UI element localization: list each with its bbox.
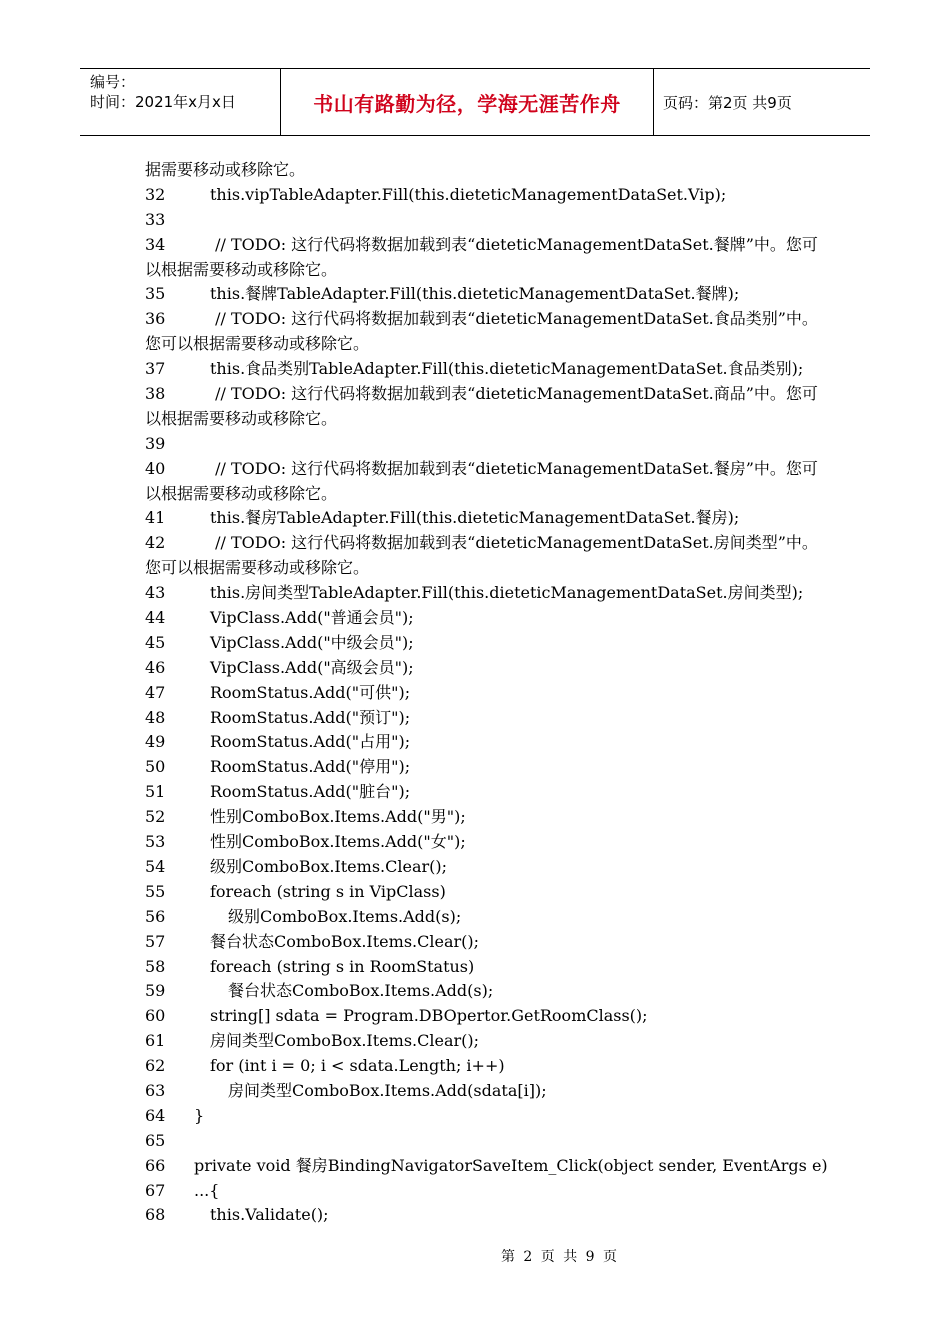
line-text: this.Validate(); — [210, 1205, 329, 1225]
code-line — [145, 407, 825, 432]
code-line — [145, 855, 825, 880]
code-line — [145, 1203, 825, 1228]
line-number: 32 — [145, 184, 166, 204]
code-line — [145, 805, 825, 830]
code-line — [145, 955, 825, 980]
code-line — [145, 432, 825, 457]
code-line — [145, 755, 825, 780]
line-number: 45 — [145, 632, 166, 652]
line-text: // TODO: 这行代码将数据加载到表“dieteticManagementDataSet.房间类型”中。 — [210, 533, 818, 553]
line-text: 您可以根据需要移动或移除它。 — [145, 558, 370, 578]
line-text: } — [194, 1105, 205, 1125]
header-page-label: 页码：第2页 共9页 — [663, 93, 792, 112]
line-text: foreach (string s in RoomStatus) — [210, 956, 475, 976]
line-number: 50 — [145, 757, 166, 777]
page-footer: 第 2 页 共 9 页 — [500, 1249, 620, 1265]
code-line — [145, 1029, 825, 1054]
line-number: 55 — [145, 881, 166, 901]
line-text: VipClass.Add("中级会员"); — [210, 632, 414, 652]
line-text: RoomStatus.Add("占用"); — [210, 732, 411, 752]
line-text: RoomStatus.Add("停用"); — [210, 757, 411, 777]
line-text: // TODO: 这行代码将数据加载到表“dieteticManagementDataSet.商品”中。您可 — [210, 384, 818, 404]
line-text: RoomStatus.Add("预订"); — [210, 707, 411, 727]
line-number: 34 — [145, 234, 166, 254]
line-number: 39 — [145, 433, 166, 453]
line-number: 47 — [145, 682, 166, 702]
line-number: 51 — [145, 782, 166, 802]
code-line — [145, 332, 825, 357]
line-text: RoomStatus.Add("可供"); — [210, 682, 411, 702]
line-text: ...{ — [194, 1180, 220, 1200]
line-text: 级别ComboBox.Items.Add(s); — [228, 906, 462, 926]
line-number: 46 — [145, 657, 166, 677]
code-line — [145, 905, 825, 930]
code-line — [145, 681, 825, 706]
line-number: 62 — [145, 1056, 166, 1076]
code-line — [145, 1154, 828, 1179]
code-line — [145, 880, 825, 905]
line-text: // TODO: 这行代码将数据加载到表“dieteticManagementDataSet.食品类别”中。 — [210, 309, 818, 329]
time-label: 时间：2021年x月x日 — [90, 93, 236, 111]
code-line — [145, 581, 825, 606]
line-text: 性别ComboBox.Items.Add("女"); — [210, 832, 466, 852]
code-line — [145, 1004, 825, 1029]
line-number: 56 — [145, 906, 166, 926]
line-text: VipClass.Add("高级会员"); — [210, 657, 414, 677]
line-number: 53 — [145, 832, 166, 852]
code-line — [145, 506, 825, 531]
line-number: 42 — [145, 533, 166, 553]
line-number: 36 — [145, 309, 166, 329]
code-line — [145, 830, 825, 855]
line-text: 据需要移动或移除它。 — [145, 160, 306, 179]
code-line — [145, 706, 825, 731]
code-line — [145, 606, 825, 631]
code-line — [145, 258, 825, 283]
line-number: 67 — [145, 1180, 166, 1200]
line-text: 以根据需要移动或移除它。 — [145, 408, 338, 428]
page-header — [80, 68, 870, 136]
line-text: foreach (string s in VipClass) — [210, 881, 446, 901]
line-number: 44 — [145, 608, 166, 628]
code-line — [145, 1054, 825, 1079]
line-text: 房间类型ComboBox.Items.Add(sdata[i]); — [228, 1080, 547, 1100]
code-line — [145, 457, 825, 482]
code-line — [145, 183, 825, 208]
code-line — [145, 1129, 825, 1154]
code-line — [145, 1079, 825, 1104]
line-text: 性别ComboBox.Items.Add("男"); — [210, 807, 466, 827]
code-line — [145, 631, 825, 656]
code-line — [145, 158, 825, 183]
line-number: 48 — [145, 707, 166, 727]
line-number: 49 — [145, 732, 166, 752]
line-number: 52 — [145, 807, 166, 827]
code-line — [145, 780, 825, 805]
line-text: this.餐房TableAdapter.Fill(this.dieteticManagementDataSet.餐房); — [210, 508, 740, 528]
line-number: 65 — [145, 1130, 166, 1150]
code-line — [145, 930, 825, 955]
line-text: this.房间类型TableAdapter.Fill(this.dieteticManagementDataSet.房间类型); — [210, 583, 804, 603]
code-line — [145, 531, 825, 556]
code-line — [145, 208, 825, 233]
code-listing — [145, 158, 828, 1228]
number-label: 编号： — [90, 73, 136, 91]
header-motto: 书山有路勤为径，学海无涯苦作舟 — [281, 69, 654, 135]
line-text: 您可以根据需要移动或移除它。 — [145, 334, 370, 354]
line-number: 54 — [145, 856, 166, 876]
line-text: this.餐牌TableAdapter.Fill(this.dieteticManagementDataSet.餐牌); — [210, 284, 740, 304]
header-meta — [80, 69, 281, 135]
line-number: 66 — [145, 1155, 166, 1175]
code-line — [145, 307, 825, 332]
code-line — [145, 382, 825, 407]
line-text: 房间类型ComboBox.Items.Clear(); — [210, 1031, 480, 1051]
line-text: VipClass.Add("普通会员"); — [210, 608, 414, 628]
line-number: 37 — [145, 359, 166, 379]
line-number: 63 — [145, 1080, 166, 1100]
code-line — [145, 482, 825, 507]
line-number: 58 — [145, 956, 166, 976]
line-text: RoomStatus.Add("脏台"); — [210, 782, 411, 802]
line-text: // TODO: 这行代码将数据加载到表“dieteticManagementDataSet.餐房”中。您可 — [210, 458, 818, 478]
line-text: this.食品类别TableAdapter.Fill(this.dieteticManagementDataSet.食品类别); — [210, 359, 804, 379]
code-line — [145, 1104, 825, 1129]
line-number: 33 — [145, 209, 166, 229]
line-text: private void 餐房BindingNavigatorSaveItem_Click(object sender, EventArgs e) — [194, 1155, 828, 1175]
code-line — [145, 1179, 825, 1204]
code-line — [145, 979, 825, 1004]
line-text: 级别ComboBox.Items.Clear(); — [210, 856, 448, 876]
line-text: 以根据需要移动或移除它。 — [145, 259, 338, 279]
line-text: for (int i = 0; i < sdata.Length; i++) — [210, 1056, 505, 1076]
line-text: // TODO: 这行代码将数据加载到表“dieteticManagementDataSet.餐牌”中。您可 — [210, 234, 818, 254]
line-number: 40 — [145, 458, 166, 478]
line-text: this.vipTableAdapter.Fill(this.dieteticManagementDataSet.Vip); — [210, 184, 727, 204]
line-number: 35 — [145, 284, 166, 304]
code-line — [145, 556, 825, 581]
line-text: 餐台状态ComboBox.Items.Clear(); — [210, 931, 480, 951]
line-number: 57 — [145, 931, 166, 951]
code-line — [145, 282, 825, 307]
code-line — [145, 233, 825, 258]
line-text: string[] sdata = Program.DBOpertor.GetRoomClass(); — [210, 1006, 648, 1026]
code-line — [145, 357, 825, 382]
line-number: 38 — [145, 384, 166, 404]
line-number: 64 — [145, 1105, 166, 1125]
line-number: 41 — [145, 508, 166, 528]
line-number: 43 — [145, 583, 166, 603]
line-number: 59 — [145, 981, 166, 1001]
line-number: 68 — [145, 1205, 166, 1225]
line-number: 60 — [145, 1006, 166, 1026]
code-line — [145, 730, 825, 755]
code-line — [145, 656, 825, 681]
line-text: 以根据需要移动或移除它。 — [145, 483, 338, 503]
line-text: 餐台状态ComboBox.Items.Add(s); — [228, 981, 494, 1001]
line-number: 61 — [145, 1031, 166, 1051]
